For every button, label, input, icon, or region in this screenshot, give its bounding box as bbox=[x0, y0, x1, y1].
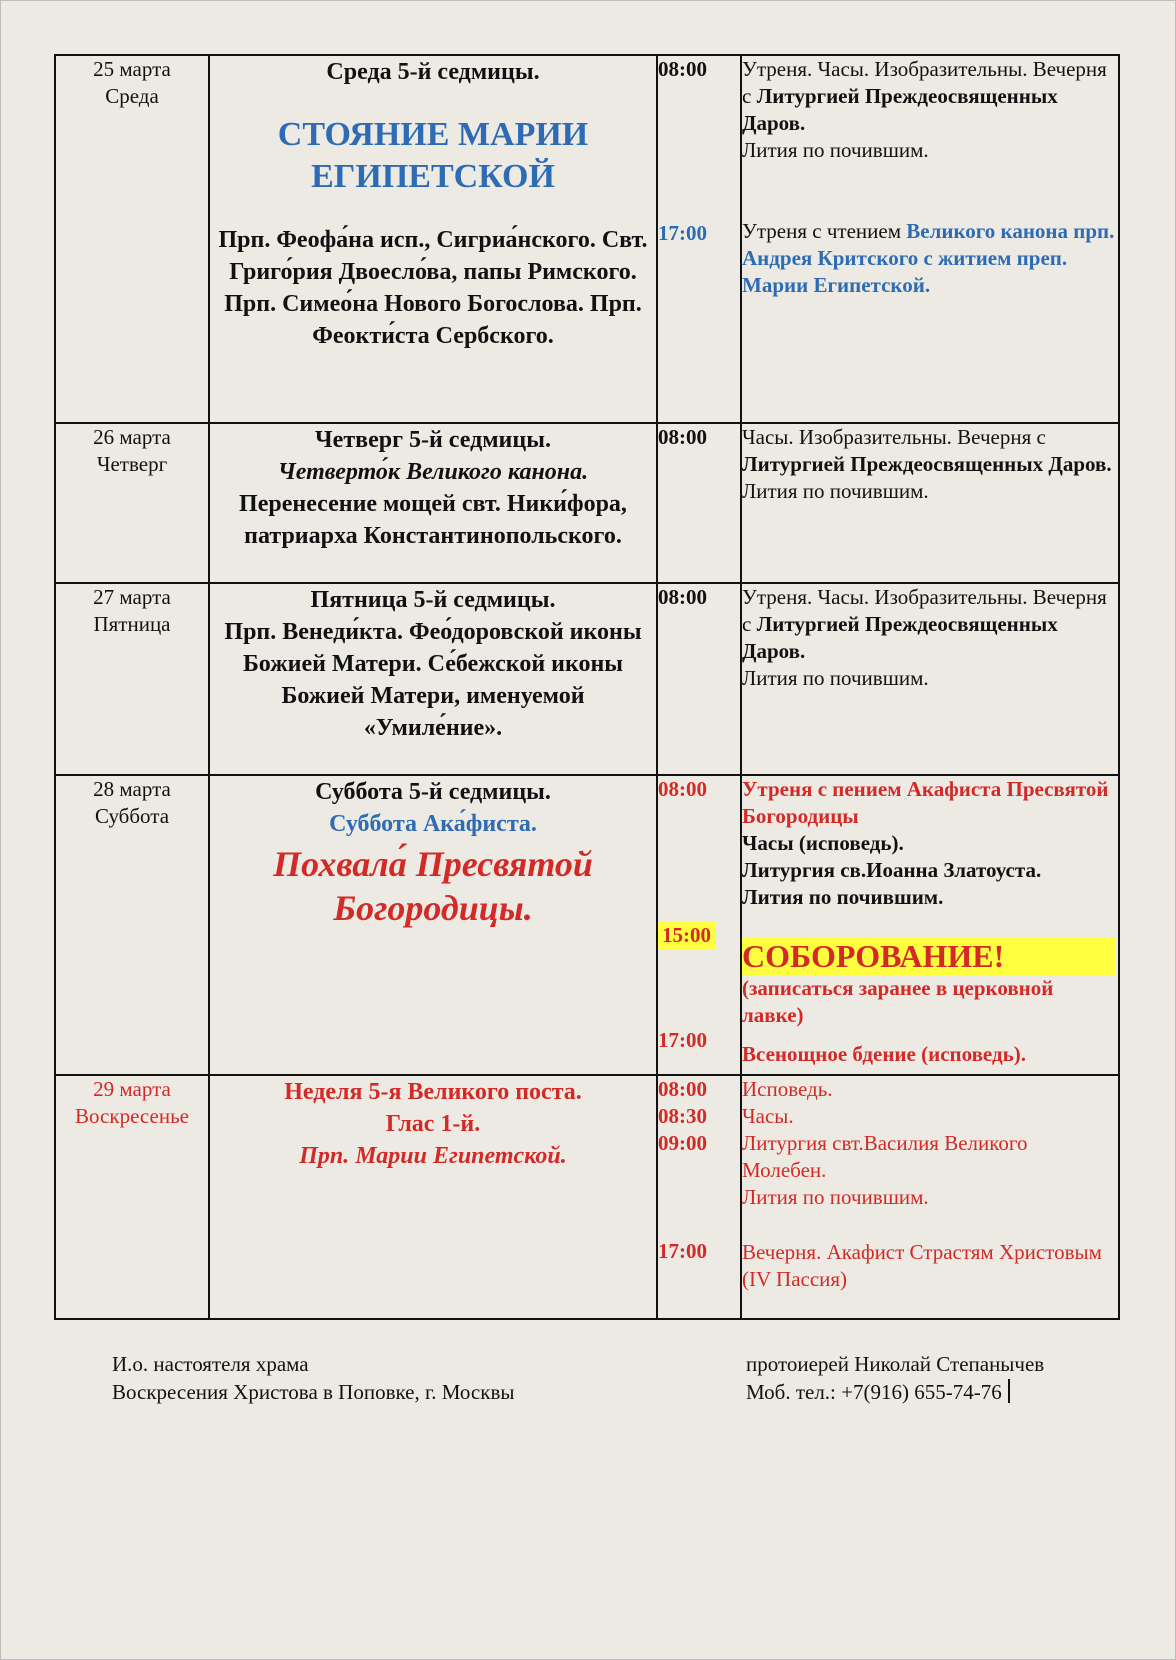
services-cell bbox=[741, 55, 1119, 423]
service-time: 09:00 bbox=[658, 1131, 707, 1155]
day-title: Неделя 5-я Великого поста. bbox=[284, 1079, 582, 1105]
table-row bbox=[55, 1075, 1119, 1319]
service-entry: Лития по почившим. bbox=[742, 138, 929, 162]
service-entry: (IV Пассия) bbox=[742, 1267, 848, 1291]
saints-text: Прп. Венеди́кта. Фео́доровской иконы Божией Матери. Се́бежской иконы Божией Матери, именуемой «Умиле́ние». bbox=[224, 619, 642, 741]
feast-subtitle: Суббота Ака́фиста. bbox=[329, 811, 537, 837]
service-entry: Литургия св.Иоанна Златоуста. bbox=[742, 858, 1042, 882]
description-cell bbox=[209, 1075, 657, 1319]
date: 29 марта bbox=[93, 1077, 171, 1101]
table-row bbox=[55, 583, 1119, 775]
service-entry: Лития по почившим. bbox=[742, 1185, 929, 1209]
date-cell bbox=[55, 583, 209, 775]
text-cursor bbox=[1008, 1379, 1010, 1403]
table-row bbox=[55, 775, 1119, 1075]
service-note: (записаться заранее в церковной лавке) bbox=[742, 976, 1054, 1027]
description-cell bbox=[209, 423, 657, 583]
day-title: Пятница 5-й седмицы. bbox=[310, 587, 556, 613]
day-title: Суббота 5-й седмицы. bbox=[315, 779, 551, 805]
service-entry: Молебен. bbox=[742, 1158, 827, 1182]
service-entry: Утреня. Часы. Изобразительны. Вечерня с Литургией Преждеосвященных Даров. bbox=[742, 585, 1107, 663]
service-entry: Часы. bbox=[742, 1104, 794, 1128]
feast-title: Четверто́к Великого канона. bbox=[277, 459, 589, 485]
weekday: Пятница bbox=[93, 612, 171, 636]
date: 28 марта bbox=[93, 777, 171, 801]
service-entry: Часы (исповедь). bbox=[742, 831, 904, 855]
date-cell bbox=[55, 423, 209, 583]
description-cell bbox=[209, 583, 657, 775]
rector-name: протоиерей Николай Степанычев bbox=[746, 1352, 1045, 1376]
footer-left bbox=[112, 1350, 514, 1406]
services-cell bbox=[741, 1075, 1119, 1319]
feast-title: Прп. Марии Египетской. bbox=[299, 1143, 567, 1169]
service-entry: Вечерня. Акафист Страстям Христовым bbox=[742, 1240, 1102, 1264]
service-entry: Утреня. Часы. Изобразительны. Вечерня с Литургией Преждеосвященных Даров. bbox=[742, 57, 1107, 135]
date-cell bbox=[55, 55, 209, 423]
services-cell bbox=[741, 423, 1119, 583]
service-time: 08:00 bbox=[658, 57, 707, 81]
services-cell bbox=[741, 775, 1119, 1075]
rector-title: И.о. настоятеля храма bbox=[112, 1352, 309, 1376]
service-entry: Утреня с пением Акафиста Пресвятой Богородицы bbox=[742, 777, 1109, 828]
time-cell bbox=[657, 775, 741, 1075]
date: 25 марта bbox=[93, 57, 171, 81]
date-cell bbox=[55, 1075, 209, 1319]
date: 26 марта bbox=[93, 425, 171, 449]
service-time: 08:30 bbox=[658, 1104, 707, 1128]
service-entry: Лития по почившим. bbox=[742, 666, 929, 690]
feast-title: Похвала́ Пресвятой Богородицы. bbox=[273, 844, 593, 928]
feast-title: СТОЯНИЕ МАРИИ ЕГИПЕТСКОЙ bbox=[277, 116, 589, 195]
weekday: Четверг bbox=[96, 452, 168, 476]
services-cell bbox=[741, 583, 1119, 775]
service-time: 08:00 bbox=[658, 585, 707, 609]
date: 27 марта bbox=[93, 585, 171, 609]
table-row bbox=[55, 423, 1119, 583]
service-entry: Всенощное бдение (исповедь). bbox=[742, 1042, 1026, 1066]
anointing-highlight: СОБОРОВАНИЕ! bbox=[742, 937, 1116, 975]
time-cell bbox=[657, 423, 741, 583]
service-time: 17:00 bbox=[658, 221, 707, 245]
service-entry: Лития по почившим. bbox=[742, 479, 929, 503]
phone-number: Моб. тел.: +7(916) 655-74-76 bbox=[746, 1380, 1002, 1404]
description-cell bbox=[209, 775, 657, 1075]
footer-right bbox=[746, 1350, 1044, 1406]
tone-text: Глас 1-й. bbox=[385, 1111, 481, 1137]
date-cell bbox=[55, 775, 209, 1075]
day-title: Четверг 5-й седмицы. bbox=[315, 427, 551, 453]
weekday: Среда bbox=[105, 84, 159, 108]
table-row bbox=[55, 55, 1119, 423]
weekday: Суббота bbox=[94, 804, 170, 828]
description-cell bbox=[209, 55, 657, 423]
service-time-highlighted: 15:00 bbox=[658, 922, 715, 949]
church-name: Воскресения Христова в Поповке, г. Москвы bbox=[112, 1380, 515, 1404]
service-entry: Литургия свт.Василия Великого bbox=[742, 1131, 1028, 1155]
saints-text: Прп. Феофа́на исп., Сигриа́нского. Свт. Григо́рия Двоесло́ва, папы Римского. Прп. Симео́на Нового Богослова. Прп. Феокти́ста Сербского. bbox=[218, 227, 648, 349]
service-entry: Часы. Изобразительны. Вечерня с Литургией Преждеосвященных Даров. bbox=[742, 425, 1112, 476]
service-entry: Утреня с чтением Великого канона прп. Андрея Критского с житием преп. Марии Египетской. bbox=[742, 219, 1115, 297]
time-cell bbox=[657, 55, 741, 423]
day-title: Среда 5-й седмицы. bbox=[326, 59, 540, 85]
saints-text: Перенесение мощей свт. Ники́фора, патриарха Константинопольского. bbox=[239, 491, 627, 549]
service-entry: Лития по почившим. bbox=[742, 885, 944, 909]
service-time: 17:00 bbox=[658, 1028, 707, 1052]
weekday: Воскресенье bbox=[75, 1104, 189, 1128]
time-cell bbox=[657, 1075, 741, 1319]
service-time: 08:00 bbox=[658, 1077, 707, 1101]
schedule-table bbox=[54, 54, 1120, 1320]
service-entry: Исповедь. bbox=[742, 1077, 833, 1101]
phone-line bbox=[746, 1378, 1044, 1406]
time-cell bbox=[657, 583, 741, 775]
service-time: 08:00 bbox=[658, 777, 707, 801]
service-time: 17:00 bbox=[658, 1239, 707, 1263]
service-time: 08:00 bbox=[658, 425, 707, 449]
